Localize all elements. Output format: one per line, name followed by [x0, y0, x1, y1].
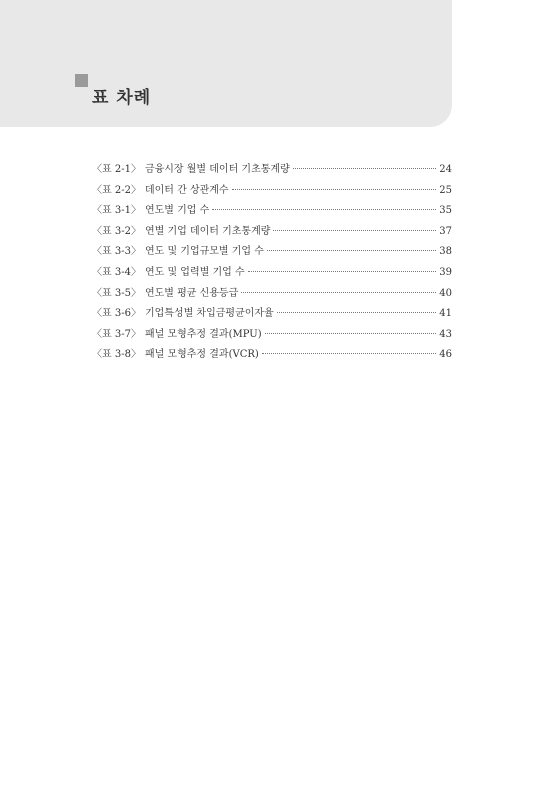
dot-leader — [267, 250, 436, 251]
toc-entry-label — [92, 201, 209, 216]
toc-entry-number: 〈표 3-7〉 — [92, 328, 141, 340]
header-band — [0, 0, 452, 127]
toc-entry-number: 〈표 2-2〉 — [92, 184, 141, 196]
toc-entry-label — [92, 222, 270, 237]
toc-entry-label — [92, 325, 262, 340]
toc-entry[interactable] — [92, 201, 452, 222]
toc-entry-page: 39 — [439, 266, 452, 278]
toc-entry-number: 〈표 2-1〉 — [92, 164, 141, 175]
toc-entry-number: 〈표 3-4〉 — [92, 266, 141, 278]
toc-entry-page: 46 — [439, 349, 452, 361]
toc-entry[interactable] — [92, 222, 452, 243]
dot-leader — [212, 209, 436, 210]
toc-entry-title: 기업특성별 차입금평균이자율 — [144, 308, 274, 320]
toc-entry-title: 데이터 간 상관계수 — [144, 184, 229, 196]
toc-entry-label — [92, 263, 245, 278]
toc-entry[interactable] — [92, 242, 452, 263]
toc-entry-title: 금융시장 월별 데이터 기초통계량 — [144, 164, 290, 175]
toc-entry-title: 연도별 기업 수 — [144, 205, 210, 217]
toc-entry-page: 41 — [439, 308, 452, 320]
dot-leader — [265, 333, 437, 334]
page-title: 표 차례 — [92, 88, 152, 108]
toc-entry-page: 25 — [439, 184, 452, 196]
toc-entry-title: 연도별 평균 신용등급 — [144, 287, 239, 299]
toc-entry[interactable] — [92, 160, 452, 181]
toc-entry-page: 40 — [439, 287, 452, 299]
table-of-contents — [92, 160, 452, 366]
toc-entry[interactable] — [92, 181, 452, 202]
toc-entry-number: 〈표 3-5〉 — [92, 287, 141, 299]
dot-leader — [277, 312, 437, 313]
toc-entry-label — [92, 304, 274, 319]
toc-entry-label — [92, 284, 238, 299]
toc-entry[interactable] — [92, 263, 452, 284]
square-marker-icon — [75, 74, 88, 87]
toc-entry-number: 〈표 3-3〉 — [92, 246, 141, 258]
dot-leader — [262, 353, 436, 354]
dot-leader — [273, 230, 436, 231]
dot-leader — [248, 271, 437, 272]
toc-entry-title: 연별 기업 데이터 기초통계량 — [144, 225, 271, 237]
dot-leader — [293, 168, 437, 169]
toc-entry[interactable] — [92, 345, 452, 366]
toc-entry-label — [92, 242, 264, 257]
toc-entry[interactable] — [92, 304, 452, 325]
dot-leader — [241, 292, 436, 293]
toc-entry-page: 37 — [439, 225, 452, 237]
toc-entry-number: 〈표 3-1〉 — [92, 205, 141, 217]
toc-entry[interactable] — [92, 325, 452, 346]
toc-entry-title: 패널 모형추정 결과(MPU) — [144, 328, 262, 340]
toc-entry-number: 〈표 3-6〉 — [92, 308, 141, 320]
dot-leader — [232, 189, 437, 190]
toc-entry[interactable] — [92, 284, 452, 305]
toc-entry-number: 〈표 3-2〉 — [92, 225, 141, 237]
toc-entry-title: 연도 및 업력별 기업 수 — [144, 266, 245, 278]
toc-entry-title: 연도 및 기업규모별 기업 수 — [144, 246, 264, 258]
toc-entry-label — [92, 181, 229, 196]
toc-entry-page: 24 — [439, 164, 452, 175]
toc-entry-label — [92, 345, 259, 360]
toc-entry-label — [92, 160, 290, 175]
toc-entry-page: 43 — [439, 328, 452, 340]
toc-entry-page: 38 — [439, 246, 452, 258]
toc-entry-page: 35 — [439, 205, 452, 217]
toc-entry-title: 패널 모형추정 결과(VCR) — [144, 349, 259, 361]
toc-entry-number: 〈표 3-8〉 — [92, 349, 141, 361]
